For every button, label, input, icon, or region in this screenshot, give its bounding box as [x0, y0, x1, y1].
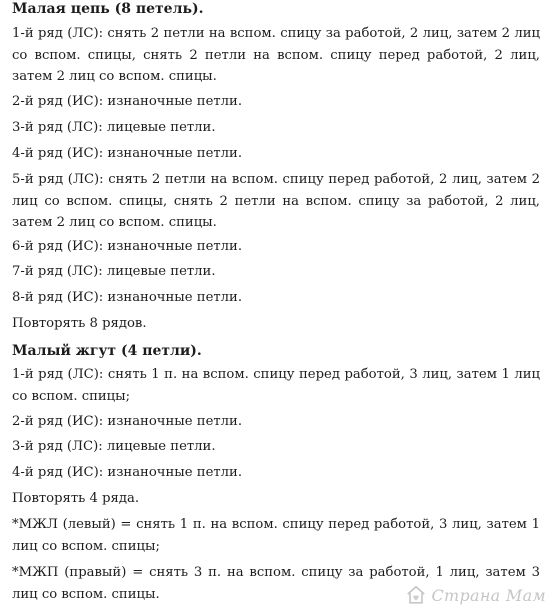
- s2-row-3: 3-й ряд (ЛС): лицевые петли.: [12, 439, 216, 454]
- s2-row-1: 1-й ряд (ЛС): снять 1 п. на вспом. спицу перед работой, 3 лиц, затем 1 лиц со вспом. спицы;: [12, 367, 540, 404]
- s2-row-4: 4-й ряд (ИС): изнаночные петли.: [12, 465, 243, 480]
- watermark-text: Страна Мам: [431, 585, 546, 605]
- s1-row-7: 7-й ряд (ЛС): лицевые петли.: [12, 264, 216, 279]
- s1-row-4: 4-й ряд (ИС): изнаночные петли.: [12, 146, 243, 161]
- section-title-small-chain: Малая цепь (8 петель).: [12, 1, 204, 17]
- s1-row-5: 5-й ряд (ЛС): снять 2 петли на вспом. спицу перед работой, 2 лиц, затем 2 лиц со вспом. спицы, снять 2 петли на вспом. спицу за работой, 2 лиц, затем 2 лиц со вспом. спицы.: [12, 172, 540, 230]
- s1-row-8: 8-й ряд (ИС): изнаночные петли.: [12, 290, 243, 305]
- section-title-small-cable: Малый жгут (4 петли).: [12, 343, 202, 359]
- s2-note-left-cable: *МЖЛ (левый) = снять 1 п. на вспом. спицу перед работой, 3 лиц, затем 1 лиц со вспом. спицы;: [12, 517, 540, 554]
- s1-row-3: 3-й ряд (ЛС): лицевые петли.: [12, 120, 216, 135]
- house-heart-icon: [405, 584, 427, 606]
- s2-note-right-cable: *МЖП (правый) = снять 3 п. на вспом. спицу за работой, 1 лиц, затем 3 лиц со вспом. спицы.: [12, 565, 540, 602]
- s1-row-2: 2-й ряд (ИС): изнаночные петли.: [12, 94, 243, 109]
- s1-row-1: 1-й ряд (ЛС): снять 2 петли на вспом. спицу за работой, 2 лиц, затем 2 лиц со вспом. спицы, снять 2 петли на вспом. спицу перед работой, 2 лиц, затем 2 лиц со вспом. спицы.: [12, 26, 540, 84]
- s2-repeat: Повторять 4 ряда.: [12, 491, 140, 506]
- watermark: [405, 584, 546, 606]
- s1-row-6: 6-й ряд (ИС): изнаночные петли.: [12, 239, 243, 254]
- s2-row-2: 2-й ряд (ИС): изнаночные петли.: [12, 414, 243, 429]
- s1-repeat: Повторять 8 рядов.: [12, 316, 147, 331]
